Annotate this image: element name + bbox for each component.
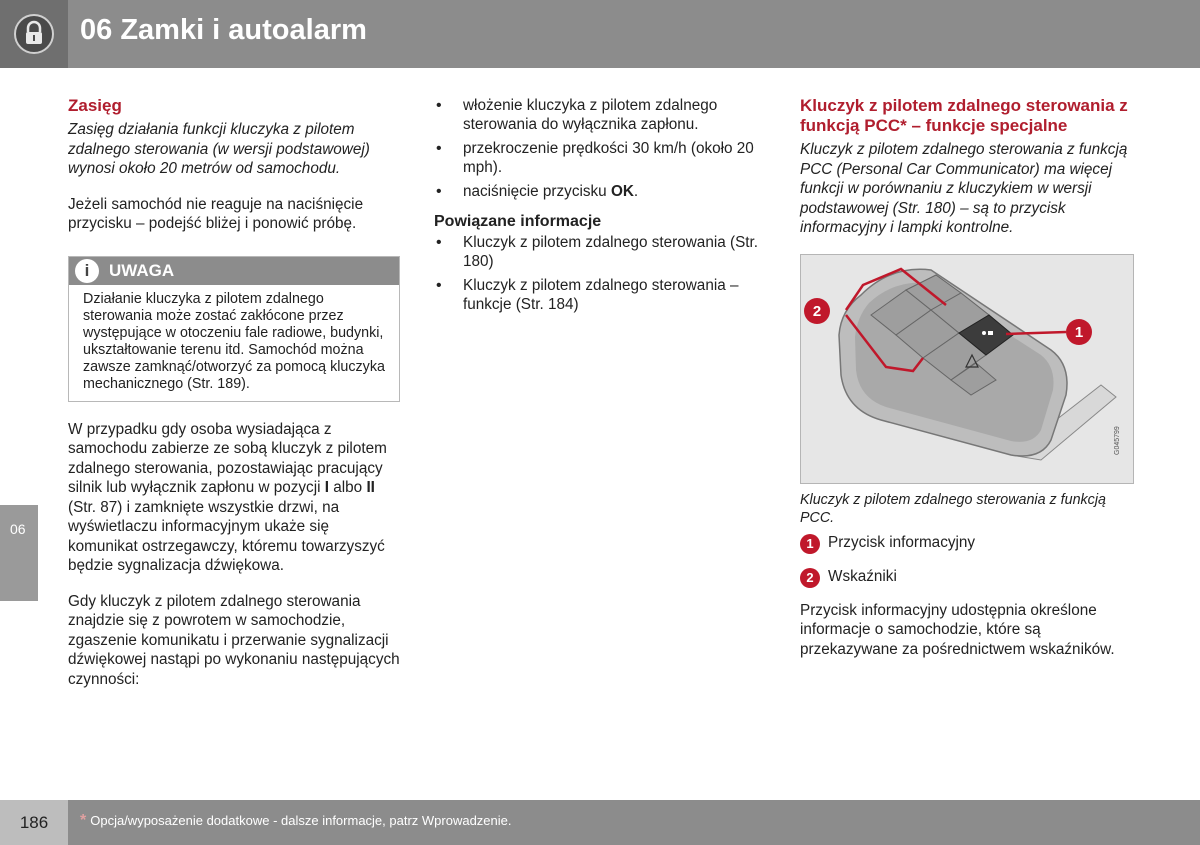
legend-label: Wskaźniki — [828, 567, 897, 585]
list-item: • przekroczenie prędkości 30 km/h (około 20 mph). — [434, 139, 770, 177]
chapter-tab — [0, 505, 38, 601]
bullet3-post: . — [633, 183, 639, 200]
callout-label-1: 1 — [1074, 323, 1084, 341]
related-link[interactable]: • Kluczyk z pilotem zdalnego sterowania (Str. 180) — [434, 233, 770, 271]
section-heading-range: Zasięg — [68, 96, 122, 115]
chapter-tab-label: 06 — [10, 521, 26, 537]
note-title: UWAGA — [109, 260, 175, 280]
para2-part-c: (Str. 87) i zamknięte wszystkie drzwi, na wyświetlaczu informacyjnym ukaże się komunikat ostrzegawczy, któremu towarzyszyć będzie sygnalizacja dźwiękowa. — [68, 498, 385, 574]
lock-icon — [14, 14, 54, 54]
range-paragraph-1: Jeżeli samochód nie reaguje na naciśnięcie przycisku – podejść bliżej i ponowić próbę. — [68, 195, 364, 232]
footnote-text: Opcja/wyposażenie dodatkowe - dalsze informacje, patrz Wprowadzenie. — [90, 813, 512, 828]
note-body: Działanie kluczyka z pilotem zdalnego sterowania może zostać zakłócone przez występujące w otoczeniu fale radiowe, budynki, ukształtowanie terenu itd. Samochód można zawsze zamknąć/otworzyć za pomocą kluczyka mechanicznego (Str. 189). — [83, 290, 385, 392]
page-number: 186 — [0, 800, 68, 845]
list-item — [434, 182, 770, 201]
related-heading: Powiązane informacje — [434, 213, 602, 230]
section-heading-pcc: Kluczyk z pilotem zdalnego sterowania z funkcją PCC* – funkcje specjalne — [800, 96, 1128, 135]
figure-caption: Kluczyk z pilotem zdalnego sterowania z funkcją PCC. — [800, 491, 1106, 526]
range-intro: Zasięg działania funkcji kluczyka z pilotem zdalnego sterowania (w wersji podstawowej) wynosi około 20 metrów od samochodu. — [68, 121, 370, 177]
warning-note — [68, 256, 400, 402]
column-2 — [434, 96, 770, 319]
list-item: • włożenie kluczyka z pilotem zdalnego sterowania do wyłącznika zapłonu. — [434, 96, 770, 134]
position-ii: II — [366, 479, 375, 496]
column-3 — [800, 96, 1134, 659]
figure-code: G045799 — [1114, 425, 1121, 455]
header-icon-box — [0, 0, 68, 68]
range-paragraph-3: Gdy kluczyk z pilotem zdalnego sterowania znajdzie się z powrotem w samochodzie, zgaszenie komunikatu i przerwanie sygnalizacji dźwiękowej nastąpi po wykonaniu następujących czynności: — [68, 592, 400, 688]
asterisk-mark: * — [80, 812, 87, 829]
position-i: I — [324, 479, 330, 496]
key-fob-figure — [800, 254, 1134, 484]
legend-label: Przycisk informacyjny — [828, 533, 976, 551]
footnote — [80, 812, 512, 830]
legend-number: 2 — [800, 568, 820, 588]
para2-part-b: albo — [329, 479, 367, 496]
legend-item — [800, 567, 1134, 593]
key-fob-illustration — [801, 255, 1133, 483]
info-button-paragraph: Przycisk informacyjny udostępnia określone informacje o samochodzie, które są przekazywane za pośrednictwem wskaźników. — [800, 601, 1115, 658]
legend-number: 1 — [800, 534, 820, 554]
callout-label-2: 2 — [812, 302, 822, 320]
related-link[interactable]: • Kluczyk z pilotem zdalnego sterowania – funkcje (Str. 184) — [434, 276, 770, 314]
page-title: 06 Zamki i autoalarm — [80, 14, 367, 46]
related-list — [434, 233, 770, 314]
info-icon: i — [75, 259, 99, 283]
column-1 — [68, 96, 400, 689]
legend-item — [800, 533, 1134, 559]
para2-part-a: W przypadku gdy osoba wysiadająca z samochodu zabierze ze sobą kluczyk z pilotem zdalnego sterowania, pozostawiając pracujący silnik lub wyłącznik zapłonu w pozycji — [68, 420, 387, 496]
pcc-intro: Kluczyk z pilotem zdalnego sterowania z funkcją PCC (Personal Car Communicator) ma więcej funkcji w porównaniu z kluczykiem w wersji podstawowej (Str. 180) – są to przycisk informacyjny i lampki kontrolne. — [800, 141, 1128, 236]
range-paragraph-2 — [68, 420, 400, 576]
ok-button-label: OK — [610, 183, 634, 200]
note-header — [69, 257, 399, 285]
actions-list — [434, 96, 770, 201]
bullet3-pre: naciśnięcie przycisku — [463, 183, 611, 200]
